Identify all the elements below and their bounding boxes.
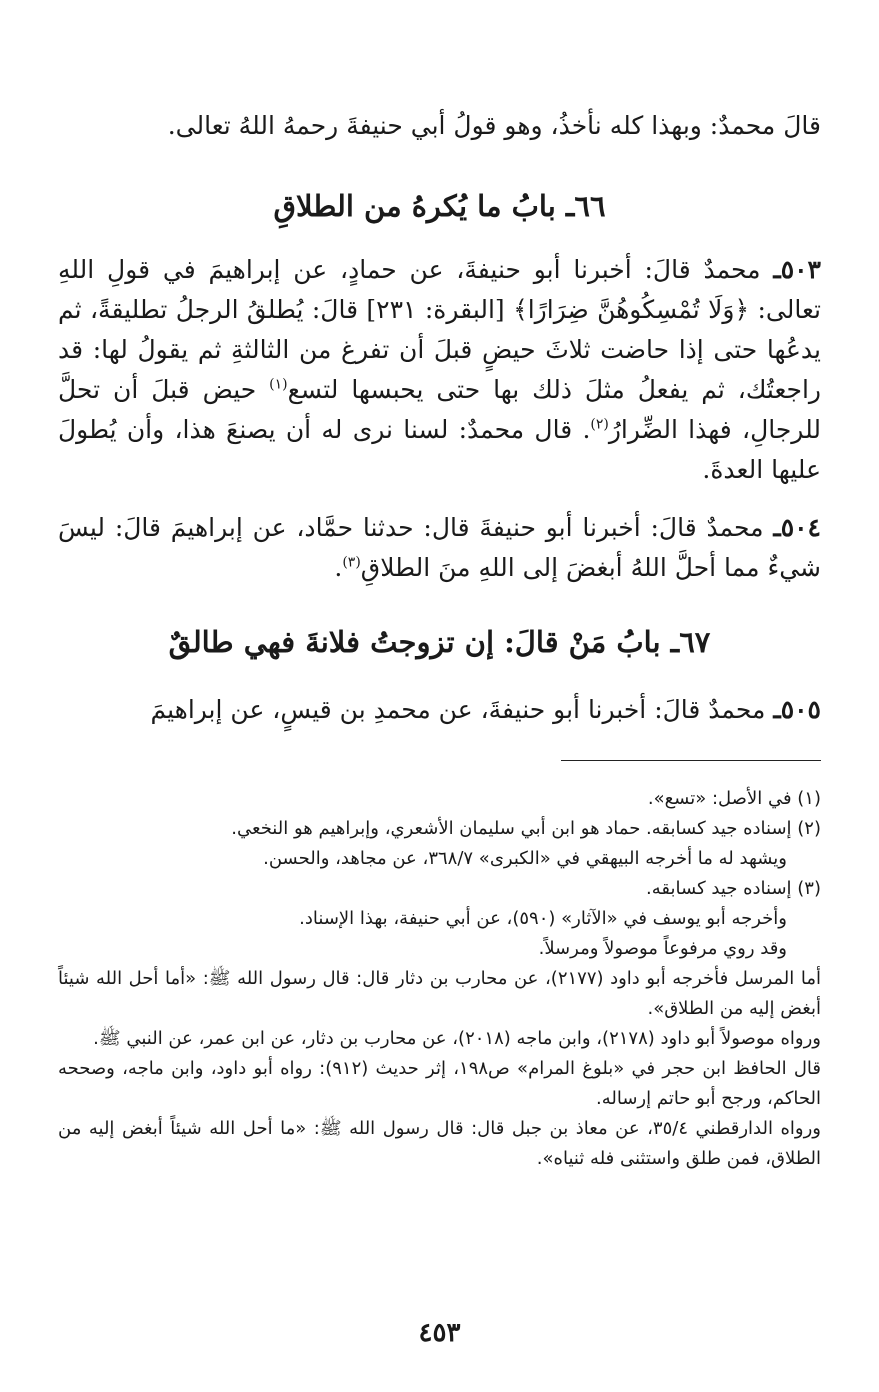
hadith-text: محمدٌ قالَ: أخبرنا أبو حنيفةَ قال: حدثنا حمَّاد، عن إبراهيمَ قالَ: ليسَ شيءٌ مما أحلَّ اللهُ أبغضَ إلى اللهِ منَ الطلاقِ xyxy=(58,513,821,582)
footnote-2: (٢) إسناده جيد كسابقه. حماد هو ابن أبي سليمان الأشعري، وإبراهيم هو النخعي. xyxy=(231,818,821,839)
hadith-number: ٥٠٣ـ xyxy=(773,255,821,284)
quran-verse: ﴿وَلَا تُمْسِكُوهُنَّ ضِرَارًا﴾ xyxy=(513,295,750,324)
hadith-504 xyxy=(58,508,821,588)
hadith-text-end: . xyxy=(334,553,343,582)
hadith-text-end: . قال محمدٌ: لسنا نرى له أن يصنعَ هذا، وأن يُطولَ عليها العدةَ. xyxy=(58,415,821,484)
chapter-67-title: ٦٧ـ بابُ مَنْ قالَ: إن تزوجتُ فلانةَ فهي طالقٌ xyxy=(168,625,711,659)
footnote-2-continuation: ويشهد له ما أخرجه البيهقي في «الكبرى» ٣٦٨/٧، عن مجاهد، والحسن. xyxy=(263,848,787,869)
footnote-3-line-5: ورواه موصولاً أبو داود (٢١٧٨)، وابن ماجه (٢٠١٨)، عن محارب بن دثار، عن ابن عمر، عن النبي ﷺ. xyxy=(93,1028,821,1049)
footnote-3: (٣) إسناده جيد كسابقه. xyxy=(646,878,821,899)
footnote-3-line-2: وأخرجه أبو يوسف في «الآثار» (٥٩٠)، عن أبي حنيفة، بهذا الإسناد. xyxy=(299,908,787,929)
footnote-3-line-7: ورواه الدارقطني ٣٥/٤، عن معاذ بن جبل قال: قال رسول الله ﷺ: «ما أحل الله شيئاً أبغض إليه من الطلاق، فمن طلق واستثنى فله ثنياه». xyxy=(58,1118,821,1169)
chapter-66-title: ٦٦ـ بابُ ما يُكرهُ من الطلاقِ xyxy=(273,189,606,223)
hadith-text: محمدٌ قالَ: أخبرنا أبو حنيفةَ، عن محمدِ بن قيسٍ، عن إبراهيمَ xyxy=(150,695,766,724)
footnote-3-line-4: أما المرسل فأخرجه أبو داود (٢١٧٧)، عن محارب بن دثار قال: قال رسول الله ﷺ: «أما أحل الله شيئاً أبغض إليه من الطلاق». xyxy=(58,968,821,1019)
footnote-3-line-6: قال الحافظ ابن حجر في «بلوغ المرام» ص١٩٨، إثر حديث (٩١٢): رواه أبو داود، وابن ماجه، وصححه الحاكم، ورجح أبو حاتم إرساله. xyxy=(58,1058,821,1109)
hadith-text: محمدٌ قالَ: أخبرنا أبو حنيفةَ، عن حمادٍ، عن إبراهيمَ في قولِ اللهِ تعالى: xyxy=(58,255,822,324)
footnote-separator xyxy=(561,760,821,761)
footnote-ref-3[interactable]: (٣) xyxy=(342,554,361,571)
footnote-1: (١) في الأصل: «تسع». xyxy=(647,788,821,809)
hadith-text-mid: حيض قبلَ أن تحلَّ للرجالِ، فهذا الضِّرارُ xyxy=(58,375,821,444)
footnote-3-line-3: وقد روي مرفوعاً موصولاً ومرسلاً. xyxy=(538,938,787,959)
hadith-number: ٥٠٥ـ xyxy=(773,695,821,724)
page-number: ٤٥٣ xyxy=(418,1318,461,1348)
hadith-505 xyxy=(58,690,821,730)
hadith-text-continued: [البقرة: ٢٣١] قالَ: يُطلقُ الرجلُ تطليقةً، ثم يدعُها حتى إذا حاضت ثلاثَ حيضٍ قبلَ أن تفرغ من الثالثةِ ثم يقولُ لها: قد راجعتُك، ثم يفعلُ مثلَ ذلك بها حتى يحبسها لتسع xyxy=(58,295,821,404)
hadith-number: ٥٠٤ـ xyxy=(773,513,821,542)
opening-line: قالَ محمدٌ: وبهذا كله نأخذُ، وهو قولُ أبي حنيفةَ رحمهُ اللهُ تعالى. xyxy=(167,111,821,140)
footnote-ref-2[interactable]: (٢) xyxy=(590,416,609,433)
book-page xyxy=(58,0,821,1392)
footnote-ref-1[interactable]: (١) xyxy=(269,376,288,393)
footnotes xyxy=(58,784,821,1174)
hadith-503 xyxy=(58,250,821,490)
